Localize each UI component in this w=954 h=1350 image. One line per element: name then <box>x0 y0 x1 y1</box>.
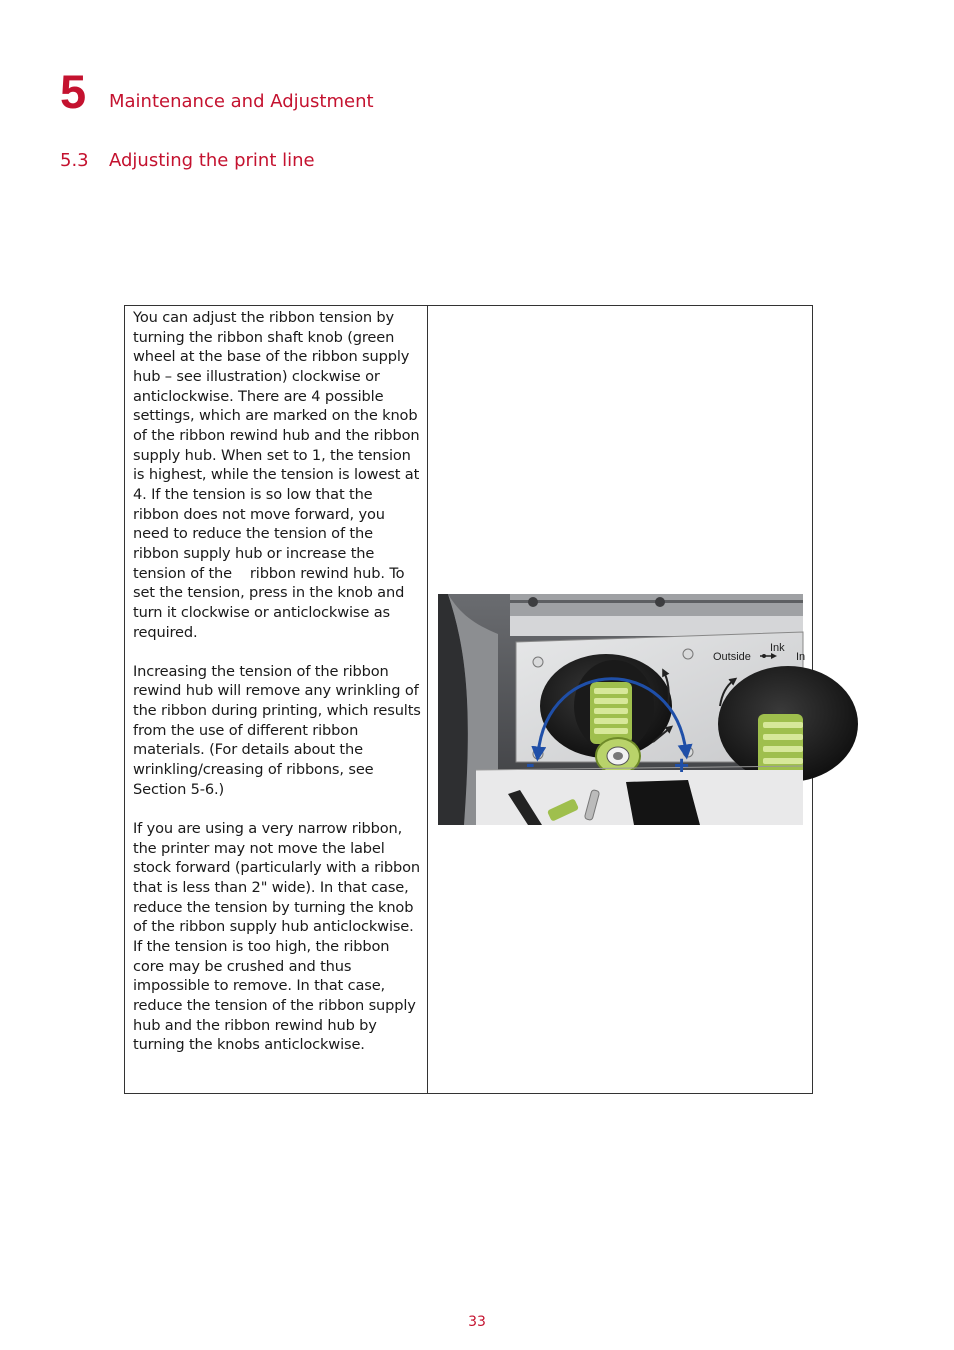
content-table <box>124 305 813 1094</box>
chapter-number: 5 <box>60 65 87 118</box>
label-outside: Outside <box>713 651 751 663</box>
plus-sign: + <box>674 750 690 780</box>
label-ink: Ink <box>770 642 785 654</box>
image-cell <box>428 306 812 1093</box>
section-title: Adjusting the print line <box>109 150 315 171</box>
section-number: 5.3 <box>60 150 89 171</box>
text-cell <box>125 306 428 1093</box>
paragraph-tension-settings: You can adjust the ribbon tension by turning the ribbon shaft knob (green wheel at the base of the ribbon supply hub – see illustration) clockwise or anticlockwise. There are 4 possible settings, which are marked on the knob of the ribbon rewind hub and the ribbon supply hub. When set to 1, the tension is highest, while the tension is lowest at 4. If the tension is so low that the ribbon does not move forward, you need to reduce the tension of the ribbon supply hub or increase the tension of the ribbon rewind hub. To set the tension, press in the knob and turn it clockwise or anticlockwise as required. <box>133 309 424 641</box>
label-in: In <box>796 651 806 663</box>
section-heading <box>60 149 315 173</box>
minus-sign: - <box>526 748 535 778</box>
paragraph-narrow-ribbon: If you are using a very narrow ribbon, the printer may not move the label stock forward (particularly with a ribbon that is less than 2" wide). In that case, reduce the tension by turning the knob of the ribbon supply hub anticlockwise. If the tension is too high, the ribbon core may be crushed and thus impossible to remove. In that case, reduce the tension of the ribbon supply hub and the ribbon rewind hub by turning the knobs anticlockwise. <box>133 820 425 1054</box>
page-number: 33 <box>468 1314 486 1330</box>
chapter-title: Maintenance and Adjustment <box>109 91 374 112</box>
paragraph-wrinkling: Increasing the tension of the ribbon rewind hub will remove any wrinkling of the ribbon during printing, which results from the use of different ribbon materials. (For details about the wrinkling/creasing of ribbons, see Section 5-6.) <box>133 662 426 798</box>
ribbon-hub-illustration <box>438 594 806 825</box>
